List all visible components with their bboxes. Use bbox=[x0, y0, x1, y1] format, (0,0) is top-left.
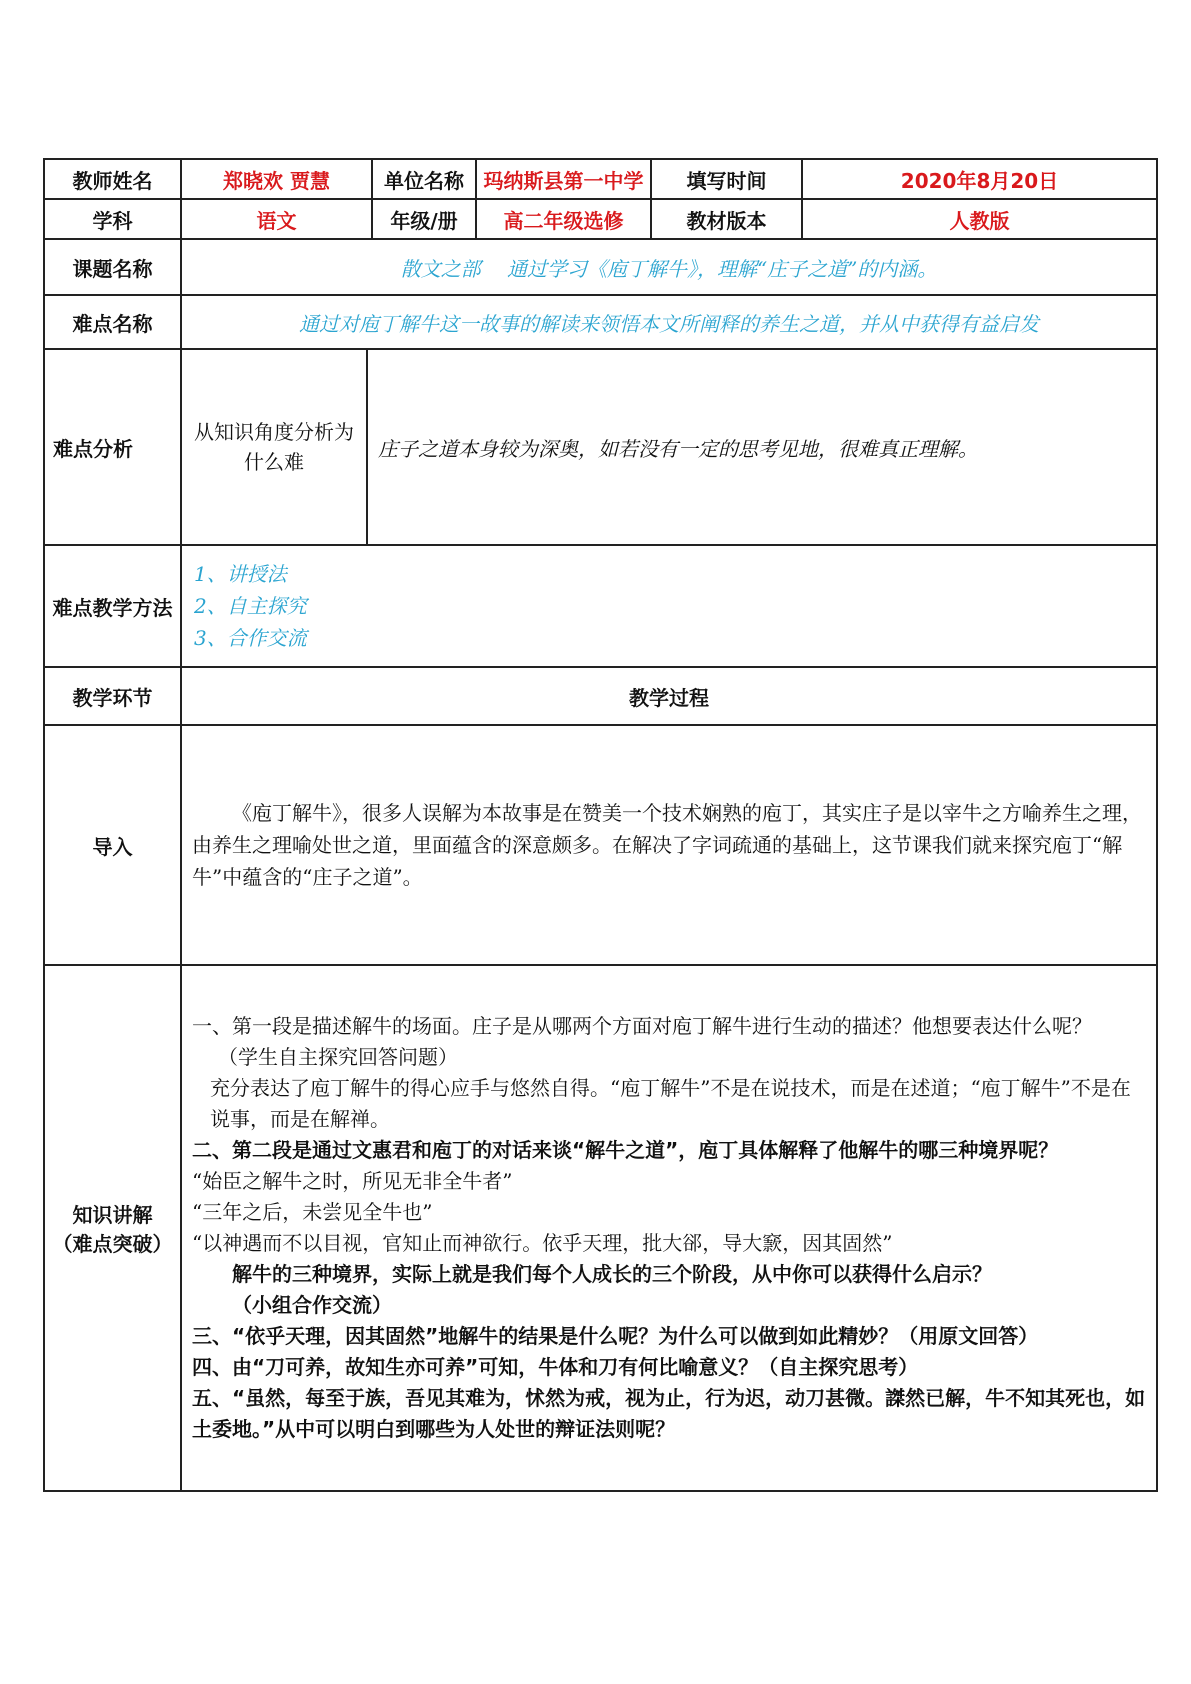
grade-value: 高二年级选修 bbox=[476, 199, 651, 239]
topic-row bbox=[44, 239, 1157, 295]
subject-value: 语文 bbox=[181, 199, 372, 239]
date-value: 2020年8月20日 bbox=[802, 159, 1157, 199]
knowledge-label bbox=[44, 965, 181, 1491]
question-3: 三、“依乎天理，因其固然”地解牛的结果是什么呢？为什么可以做到如此精妙？（用原文回答） bbox=[192, 1324, 1039, 1348]
quote-1: “始臣之解牛之时，所见无非全牛者” bbox=[192, 1169, 513, 1193]
header-row-1 bbox=[44, 159, 1157, 199]
topic-value: 散文之部 通过学习《庖丁解牛》，理解“庄子之道”的内涵。 bbox=[181, 239, 1157, 295]
intro-text: 《庖丁解牛》，很多人误解为本故事是在赞美一个技术娴熟的庖丁，其实庄子是以宰牛之方喻养生之理，由养生之理喻处世之道，里面蕴含的深意颇多。在解决了字词疏通的基础上，这节课我们就来探究庖丁“解牛”中蕴含的“庄子之道”。 bbox=[181, 725, 1157, 965]
lesson-plan-table bbox=[43, 158, 1158, 1492]
intro-row bbox=[44, 725, 1157, 965]
process-header-row bbox=[44, 667, 1157, 725]
grade-label: 年级/册 bbox=[372, 199, 476, 239]
methods-label: 难点教学方法 bbox=[44, 545, 181, 667]
question-1-note: （学生自主探究回答问题） bbox=[218, 1045, 458, 1069]
methods-row bbox=[44, 545, 1157, 667]
process-title: 教学过程 bbox=[181, 667, 1157, 725]
question-1: 一、第一段是描述解牛的场面。庄子是从哪两个方面对庖丁解牛进行生动的描述？他想要表达什么呢？ bbox=[192, 1014, 1092, 1038]
question-1-answer: 充分表达了庖丁解牛的得心应手与悠然自得。“庖丁解牛”不是在说技术，而是在述道；“庖丁解牛”不是在说事，而是在解禅。 bbox=[210, 1076, 1131, 1131]
teacher-value: 郑晓欢 贾慧 bbox=[181, 159, 372, 199]
question-2-follow: 解牛的三种境界，实际上就是我们每个人成长的三个阶段，从中你可以获得什么启示？ bbox=[232, 1262, 992, 1286]
difficulty-label: 难点名称 bbox=[44, 295, 181, 349]
analysis-value: 庄子之道本身较为深奥，如若没有一定的思考见地，很难真正理解。 bbox=[367, 349, 1157, 545]
methods-list bbox=[181, 545, 1157, 667]
edition-label: 教材版本 bbox=[651, 199, 802, 239]
quote-2: “三年之后，未尝见全牛也” bbox=[192, 1200, 433, 1224]
lesson-plan-sheet bbox=[43, 158, 1156, 1492]
question-4: 四、由“刀可养，故知生亦可养”可知，牛体和刀有何比喻意义？（自主探究思考） bbox=[192, 1355, 919, 1379]
header-row-2 bbox=[44, 199, 1157, 239]
process-section-label: 教学环节 bbox=[44, 667, 181, 725]
difficulty-value: 通过对庖丁解牛这一故事的解读来领悟本文所阐释的养生之道，并从中获得有益启发 bbox=[181, 295, 1157, 349]
unit-label: 单位名称 bbox=[372, 159, 476, 199]
knowledge-label-line1: 知识讲解 bbox=[72, 1203, 153, 1227]
intro-label: 导入 bbox=[44, 725, 181, 965]
knowledge-row bbox=[44, 965, 1157, 1491]
method-item: 2、自主探究 bbox=[194, 594, 307, 618]
knowledge-label-line2: （难点突破） bbox=[52, 1232, 173, 1256]
analysis-label: 难点分析 bbox=[44, 349, 181, 545]
question-2-note: （小组合作交流） bbox=[232, 1293, 392, 1317]
question-5: 五、“虽然，每至于族，吾见其难为，怵然为戒，视为止，行为迟，动刀甚微。謋然已解，牛不知其死也，如土委地。”从中可以明白到哪些为人处世的辩证法则呢？ bbox=[192, 1386, 1146, 1441]
question-2: 二、第二段是通过文惠君和庖丁的对话来谈“解牛之道”，庖丁具体解释了他解牛的哪三种境界呢？ bbox=[192, 1138, 1059, 1162]
quote-3: “以神遇而不以目视，官知止而神欲行。依乎天理，批大郤，导大窾，因其固然” bbox=[192, 1231, 893, 1255]
subject-label: 学科 bbox=[44, 199, 181, 239]
date-label: 填写时间 bbox=[651, 159, 802, 199]
method-item: 3、合作交流 bbox=[194, 626, 307, 650]
knowledge-content bbox=[181, 965, 1157, 1491]
teacher-label: 教师姓名 bbox=[44, 159, 181, 199]
analysis-row bbox=[44, 349, 1157, 545]
method-item: 1、讲授法 bbox=[194, 562, 287, 586]
analysis-sub-label: 从知识角度分析为什么难 bbox=[181, 349, 367, 545]
unit-value: 玛纳斯县第一中学 bbox=[476, 159, 651, 199]
difficulty-row bbox=[44, 295, 1157, 349]
topic-label: 课题名称 bbox=[44, 239, 181, 295]
edition-value: 人教版 bbox=[802, 199, 1157, 239]
